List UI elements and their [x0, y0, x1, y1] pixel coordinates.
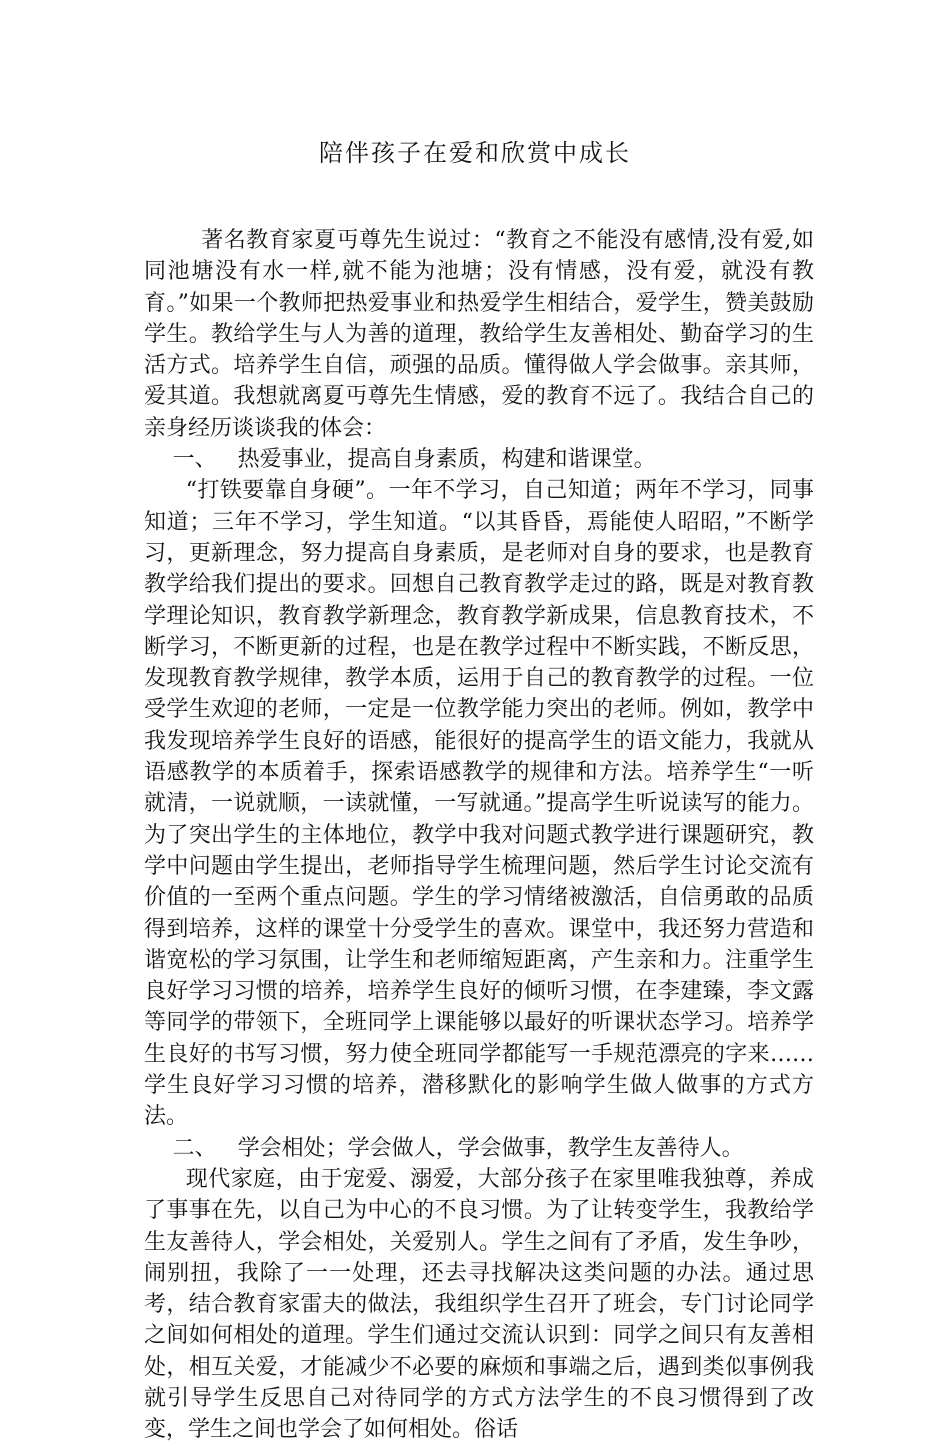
section-heading-1: 一、 热爱事业，提高自身素质，构建和谐课堂。 — [172, 447, 656, 473]
document-title: 陪伴孩子在爱和欣赏中成长 — [319, 139, 631, 167]
section-heading-2: 二、 学会相处；学会做人，学会做事，教学生友善待人。 — [172, 1135, 744, 1161]
paragraph-section-1: “打铁要靠自身硬”。一年不学习，自己知道；两年不学习，同事知道；三年不学习，学生知道。“以其昏昏，焉能使人昭昭，”不断学习，更新理念，努力提高自身素质，是老师对自身的要求，也是教育教学给我们提出的要求。回想自己教育教学走过的路，既是对教育教学理论知识，教育教学新理念，教育教学新成果，信息教育技术，不断学习，不断更新的过程，也是在教学过程中不断实践，不断反思，发现教育教学规律，教学本质，运用于自己的教育教学的过程。一位受学生欢迎的老师，一定是一位教学能力突出的老师。例如，教学中我发现培养学生良好的语感，能很好的提高学生的语文能力，我就从语感教学的本质着手，探索语感教学的规律和方法。培养学生“一听就清，一说就顺，一读就懂，一写就通。”提高学生听说读写的能力。为了突出学生的主体地位，教学中我对问题式教学进行课题研究，教学中问题由学生提出，老师指导学生梳理问题，然后学生讨论交流有价值的一至两个重点问题。学生的学习情绪被激活，自信勇敢的品质得到培养，这样的课堂十分受学生的喜欢。课堂中，我还努力营造和谐宽松的学习氛围，让学生和老师缩短距离，产生亲和力。注重学生良好学习习惯的培养，培养学生良好的倾听习惯，在李建臻，李文露等同学的带领下，全班同学上课能够以最好的听课状态学习。培养学生良好的书写习惯，努力使全班同学都能写一手规范漂亮的字来……学生良好学习习惯的培养，潜移默化的影响学生做人做事的方式方法。 — [144, 478, 814, 1130]
paragraph-intro: 著名教育家夏丏尊先生说过：“教育之不能没有感情,没有爱,如同池塘没有水一样,就不能为池塘；没有情感，没有爱，就没有教育。”如果一个教师把热爱事业和热爱学生相结合，爱学生，赞美鼓励学生。教给学生与人为善的道理，教给学生友善相处、勤奋学习的生活方式。培养学生自信，顽强的品质。懂得做人学会做事。亲其师，爱其道。我想就离夏丏尊先生情感，爱的教育不远了。我结合自己的亲身经历谈谈我的体会： — [144, 228, 814, 441]
paragraph-section-2: 现代家庭，由于宠爱、溺爱，大部分孩子在家里唯我独尊，养成了事事在先，以自己为中心的不良习惯。为了让转变学生，我教给学生友善待人，学会相处，关爱别人。学生之间有了矛盾，发生争吵，闹别扭，我除了一一处理，还去寻找解决这类问题的办法。通过思考，结合教育家雷夫的做法，我组织学生召开了班会，专门讨论同学之间如何相处的道理。学生们通过交流认识到：同学之间只有友善相处，相互关爱，才能减少不必要的麻烦和事端之后，遇到类似事例我就引导学生反思自己对待同学的方式方法学生的不良习惯得到了改变，学生之间也学会了如何相处。俗话 — [144, 1166, 814, 1443]
document-body — [144, 225, 814, 1446]
